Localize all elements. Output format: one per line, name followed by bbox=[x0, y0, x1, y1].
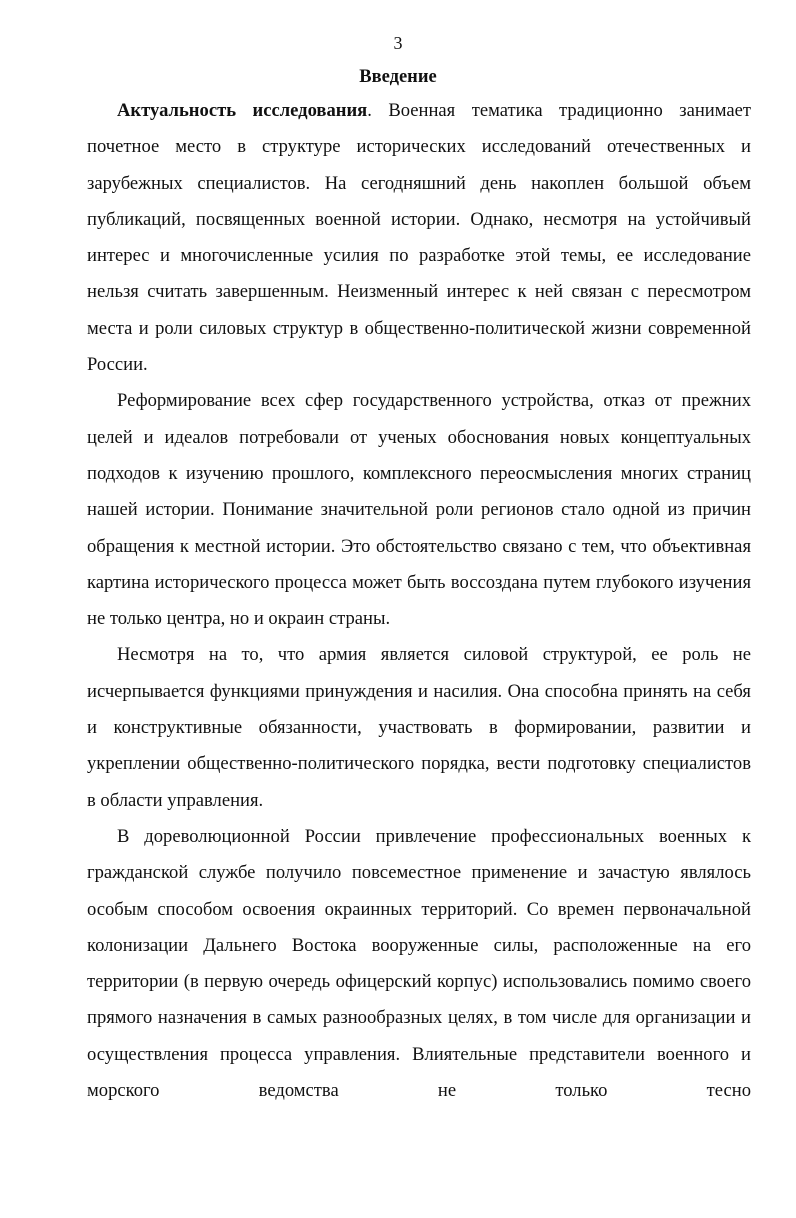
paragraph-text: . Военная тематика традиционно занимает почетное место в структуре исторических исследований отечественных и зарубежных специалистов. На сегодняшний день накоплен большой объем публикаций, посвященных военной истории. Однако, несмотря на устойчивый интерес и многочисленные усилия по разработке этой темы, ее исследование нельзя считать завершенным. Неизменный интерес к ней связан с пересмотром места и роли силовых структур в общественно-политической жизни современной России. bbox=[87, 100, 751, 376]
paragraph-army-role: Несмотря на то, что армия является силовой структурой, ее роль не исчерпывается функциями принуждения и насилия. Она способна принять на себя и конструктивные обязанности, участвовать в формировании, развитии и укреплении общественно-политического порядка, вести подготовку специалистов в области управления. bbox=[87, 644, 751, 811]
section-heading: Введение bbox=[359, 67, 437, 87]
paragraph-pre-revolution: В дореволюционной России привлечение профессиональных военных к гражданской службе получило повсеместное применение и зачастую являлось особым способом освоения окраинных территорий. Со времен первоначальной колонизации Дальнего Востока вооруженные силы, расположенные на его территории (в первую очередь офицерский корпус) использовались помимо своего прямого назначения в самых разнообразных целях, в том числе для организации и осуществления процесса управления. Влиятельные представители военного и морского ведомства не только тесно bbox=[87, 825, 751, 1102]
page-number: 3 bbox=[393, 33, 403, 53]
body-text bbox=[87, 93, 751, 1109]
paragraph-lead-term: Актуальность исследования bbox=[117, 100, 368, 121]
paragraph-reform: Реформирование всех сфер государственного устройства, отказ от прежних целей и идеалов потребовали от ученых обоснования новых концептуальных подходов к изучению прошлого, комплексного переосмысления многих страниц нашей истории. Понимание значительной роли регионов стало одной из причин обращения к местной истории. Это обстоятельство связано с тем, что объективная картина исторического процесса может быть воссоздана путем глубокого изучения не только центра, но и окраин страны. bbox=[87, 390, 751, 630]
paragraph-relevance bbox=[87, 93, 751, 383]
